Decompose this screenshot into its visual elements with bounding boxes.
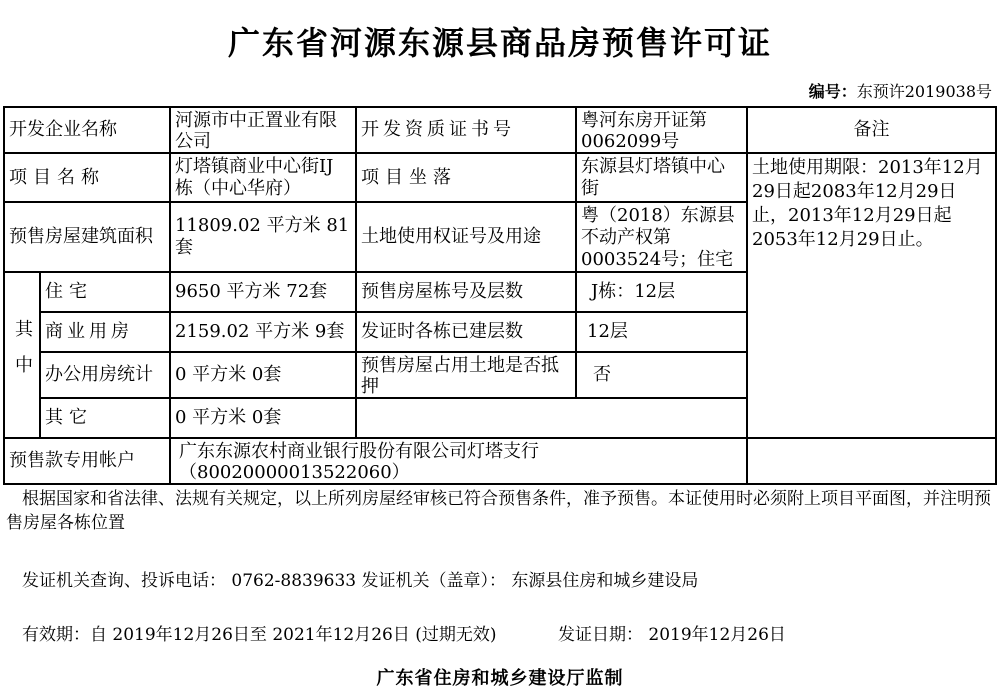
location-value: 东源县灯塔镇中心街 — [575, 152, 748, 203]
mortgage-value: 否 — [575, 351, 748, 399]
issue-date: 发证日期： 2019年12月26日 — [558, 625, 786, 645]
building-value: J栋：12层 — [575, 271, 748, 313]
area-label: 预售房屋建筑面积 — [3, 201, 171, 273]
floors-built-label: 发证时各栋已建层数 — [355, 311, 577, 353]
contact-line: 发证机关查询、投诉电话： 0762-8839633 发证机关（盖章）： 东源县住房和城乡建设局 — [22, 571, 699, 591]
other-label: 其它 — [39, 397, 171, 439]
residential-value: 9650 平方米 72套 — [169, 271, 357, 313]
remarks-value: 土地使用期限：2013年12月29日起2083年12月29日止，2013年12月29日起2053年12月29日止。 — [746, 152, 997, 439]
location-label: 项目坐落 — [355, 152, 577, 203]
land-cert-value: 粤（2018）东源县不动产权第0003524号；住宅 — [575, 201, 748, 273]
project-value: 灯塔镇商业中心街IJ栋（中心华府） — [169, 152, 357, 203]
residential-label: 住宅 — [39, 271, 171, 313]
other-value: 0 平方米 0套 — [169, 397, 357, 439]
project-label: 项目名称 — [3, 152, 171, 203]
empty-cell — [355, 397, 748, 439]
account-value: 广东东源农村商业银行股份有限公司灯塔支行（80020000013522060） — [169, 437, 748, 485]
land-cert-label: 土地使用权证号及用途 — [355, 201, 577, 273]
qualification-label: 开发资质证书号 — [355, 106, 577, 154]
document-title: 广东省河源东源县商品房预售许可证 — [227, 24, 772, 62]
developer-value: 河源市中正置业有限公司 — [169, 106, 357, 154]
permit-number-value: 东预许2019038号 — [856, 82, 992, 101]
supervisor-footer: 广东省住房和城乡建设厅监制 — [376, 668, 624, 689]
remarks-bottom-cell — [746, 437, 997, 485]
mortgage-label: 预售房屋占用土地是否抵押 — [355, 351, 577, 399]
office-label: 办公用房统计 — [39, 351, 171, 399]
validity-period: 有效期：自 2019年12月26日至 2021年12月26日 (过期无效) — [22, 625, 497, 645]
approval-statement: 根据国家和省法律、法规有关规定，以上所列房屋经审核已符合预售条件，准予预售。本证使用时必须附上项目平面图，并注明预售房屋各栋位置 — [6, 489, 991, 533]
floors-built-value: 12层 — [575, 311, 748, 353]
commercial-value: 2159.02 平方米 9套 — [169, 311, 357, 353]
office-value: 0 平方米 0套 — [169, 351, 357, 399]
area-value: 11809.02 平方米 81 套 — [169, 201, 357, 273]
of-which-label: 其中 — [3, 271, 41, 439]
developer-label: 开发企业名称 — [3, 106, 171, 154]
permit-number-label: 编号： — [808, 82, 857, 101]
remarks-label: 备注 — [746, 106, 997, 154]
qualification-value: 粤河东房开证第0062099号 — [575, 106, 748, 154]
commercial-label: 商业用房 — [39, 311, 171, 353]
building-label: 预售房屋栋号及层数 — [355, 271, 577, 313]
account-label: 预售款专用帐户 — [3, 437, 171, 485]
